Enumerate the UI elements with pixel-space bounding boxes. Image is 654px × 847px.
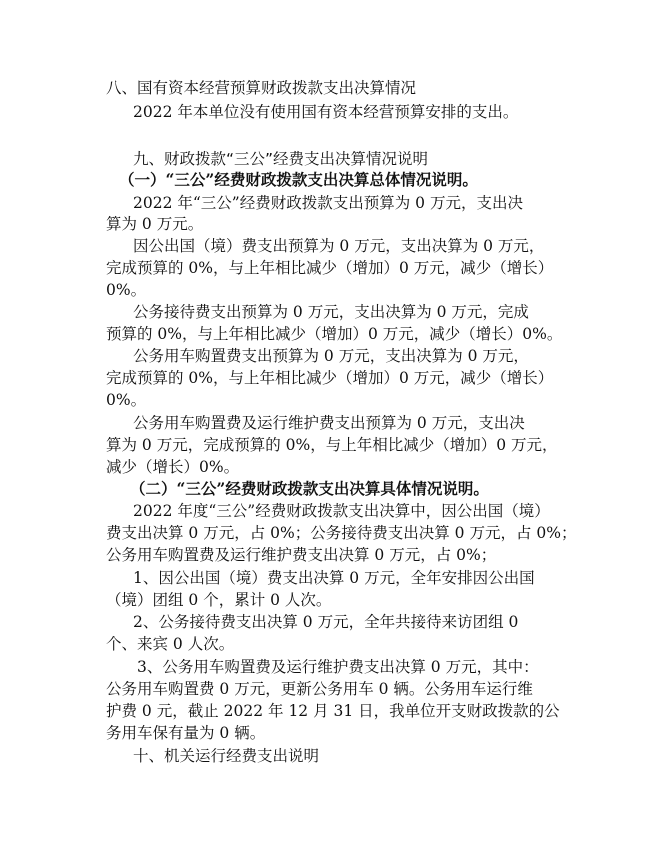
paragraph-line: 2022 年“三公”经费财政拨款支出预算为 0 万元，支出决 (133, 194, 523, 212)
paragraph-line: 3、公务用车购置费及运行维护费支出决算 0 万元，其中： (137, 658, 539, 676)
paragraph-line: （境）团组 0 个，累计 0 人次。 (106, 591, 332, 609)
paragraph-line: 算为 0 万元。 (106, 215, 204, 233)
paragraph-line: 因公出国（境）费支出预算为 0 万元，支出决算为 0 万元， (133, 237, 545, 255)
paragraph-line: 公务用车购置费及运行维护费支出决算 0 万元，占 0%； (106, 546, 497, 564)
section-heading-9: 九、财政拨款“三公”经费支出决算情况说明 (133, 150, 429, 168)
paragraph-line: 公务用车购置费 0 万元，更新公务用车 0 辆。公务用车运行维 (106, 680, 533, 698)
paragraph-line: 2022 年本单位没有使用国有资本经营预算安排的支出。 (133, 103, 519, 121)
paragraph-line: 0%。 (106, 391, 147, 409)
paragraph-line: 算为 0 万元，完成预算的 0%，与上年相比减少（增加）0 万元， (106, 436, 558, 454)
paragraph-line: 2022 年度“三公”经费财政拨款支出决算中，因公出国（境） (133, 502, 550, 520)
paragraph-line: 公务接待费支出预算为 0 万元，支出决算为 0 万元，完成 (133, 303, 529, 321)
subsection-heading-1: （一）“三公”经费财政拨款支出决算总体情况说明。 (119, 170, 478, 189)
paragraph-line: 公务用车购置费及运行维护费支出预算为 0 万元，支出决 (133, 414, 525, 432)
paragraph-line: 公务用车购置费支出预算为 0 万元，支出决算为 0 万元， (133, 347, 529, 365)
paragraph-line: 完成预算的 0%，与上年相比减少（增加）0 万元，减少（增长） (106, 259, 554, 277)
paragraph-line: 1、因公出国（境）费支出决算 0 万元，全年安排因公出国 (133, 569, 535, 587)
subsection-heading-2: （二）“三公”经费财政拨款支出决算具体情况说明。 (130, 479, 489, 498)
paragraph-line: 个、来宾 0 人次。 (106, 635, 235, 653)
paragraph-line: 护费 0 元，截止 2022 年 12 月 31 日，我单位开支财政拨款的公 (106, 702, 560, 720)
section-heading-8: 八、国有资本经营预算财政拨款支出决算情况 (106, 79, 417, 97)
paragraph-line: 务用车保有量为 0 辆。 (106, 724, 266, 742)
paragraph-line: 2、公务接待费支出决算 0 万元，全年共接待来访团组 0 (133, 613, 519, 631)
section-heading-10: 十、机关运行经费支出说明 (133, 747, 320, 765)
paragraph-line: 费支出决算 0 万元，占 0%；公务接待费支出决算 0 万元，占 0%； (106, 524, 577, 542)
paragraph-line: 完成预算的 0%，与上年相比减少（增加）0 万元，减少（增长） (106, 369, 554, 387)
paragraph-line: 预算的 0%，与上年相比减少（增加）0 万元，减少（增长）0%。 (106, 325, 563, 343)
paragraph-line: 减少（增长）0%。 (106, 458, 240, 476)
paragraph-line: 0%。 (106, 281, 147, 299)
